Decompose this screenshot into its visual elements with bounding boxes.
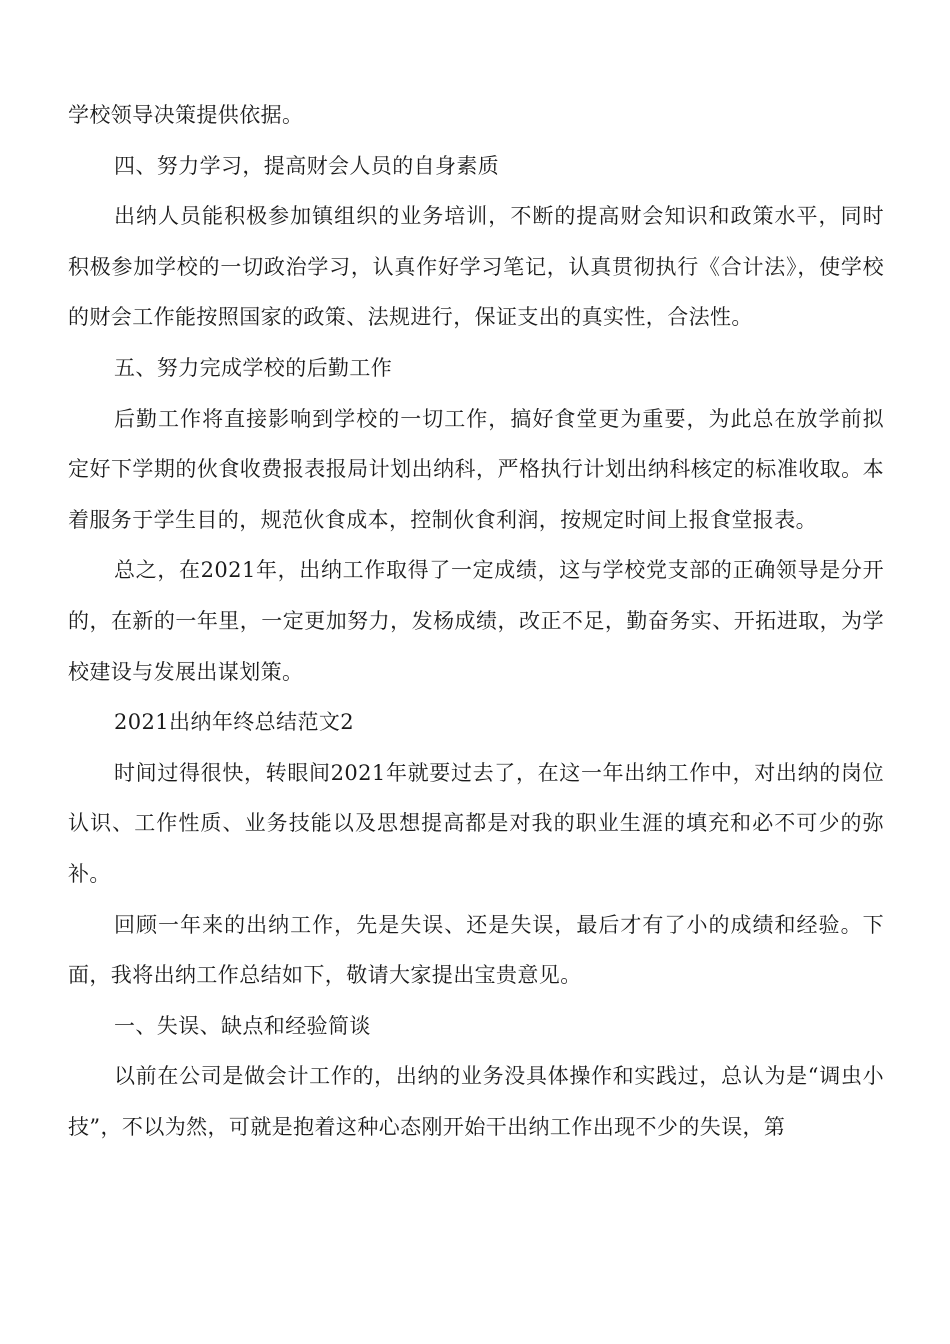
- section-heading-4: 四、努力学习，提高财会人员的自身素质: [114, 153, 500, 178]
- paragraph-experience: 以前在公司是做会计工作的，出纳的业务没具体操作和实践过，总认为是“调虫小技”，不以为然，可就是抱着这种心态刚开始干出纳工作出现不少的失误，第: [68, 1064, 884, 1139]
- paragraph-logistics: 后勤工作将直接影响到学校的一切工作，搞好食堂更为重要，为此总在放学前拟定好下学期的伙食收费报表报局计划出纳科，严格执行计划出纳科核定的标准收取。本着服务于学生目的，规范伙食成本，控制伙食利润，按规定时间上报食堂报表。: [68, 406, 884, 532]
- section-heading-1: 一、失误、缺点和经验简谈: [114, 1013, 371, 1038]
- section-heading-5: 五、努力完成学校的后勤工作: [114, 355, 393, 380]
- document-body: [68, 90, 884, 1152]
- article-title-2: 2021出纳年终总结范文2: [114, 710, 355, 735]
- paragraph-intro: 时间过得很快，转眼间2021年就要过去了，在这一年出纳工作中，对出纳的岗位认识、工作性质、业务技能以及思想提高都是对我的职业生涯的填充和必不可少的弥补。: [68, 760, 884, 886]
- paragraph-continuation: 学校领导决策提供依据。: [68, 103, 304, 127]
- paragraph-conclusion: 总之，在2021年，出纳工作取得了一定成绩，这与学校党支部的正确领导是分开的，在新的一年里，一定更加努力，发杨成绩，改正不足，勤奋务实、开拓进取，为学校建设与发展出谋划策。: [68, 558, 884, 684]
- paragraph-review: 回顾一年来的出纳工作，先是失误、还是失误，最后才有了小的成绩和经验。下面，我将出纳工作总结如下，敬请大家提出宝贵意见。: [68, 912, 884, 988]
- paragraph-training: 出纳人员能积极参加镇组织的业务培训，不断的提高财会知识和政策水平，同时积极参加学校的一切政治学习，认真作好学习笔记，认真贯彻执行《合计法》，使学校的财会工作能按照国家的政策、法规进行，保证支出的真实性，合法性。: [68, 204, 884, 330]
